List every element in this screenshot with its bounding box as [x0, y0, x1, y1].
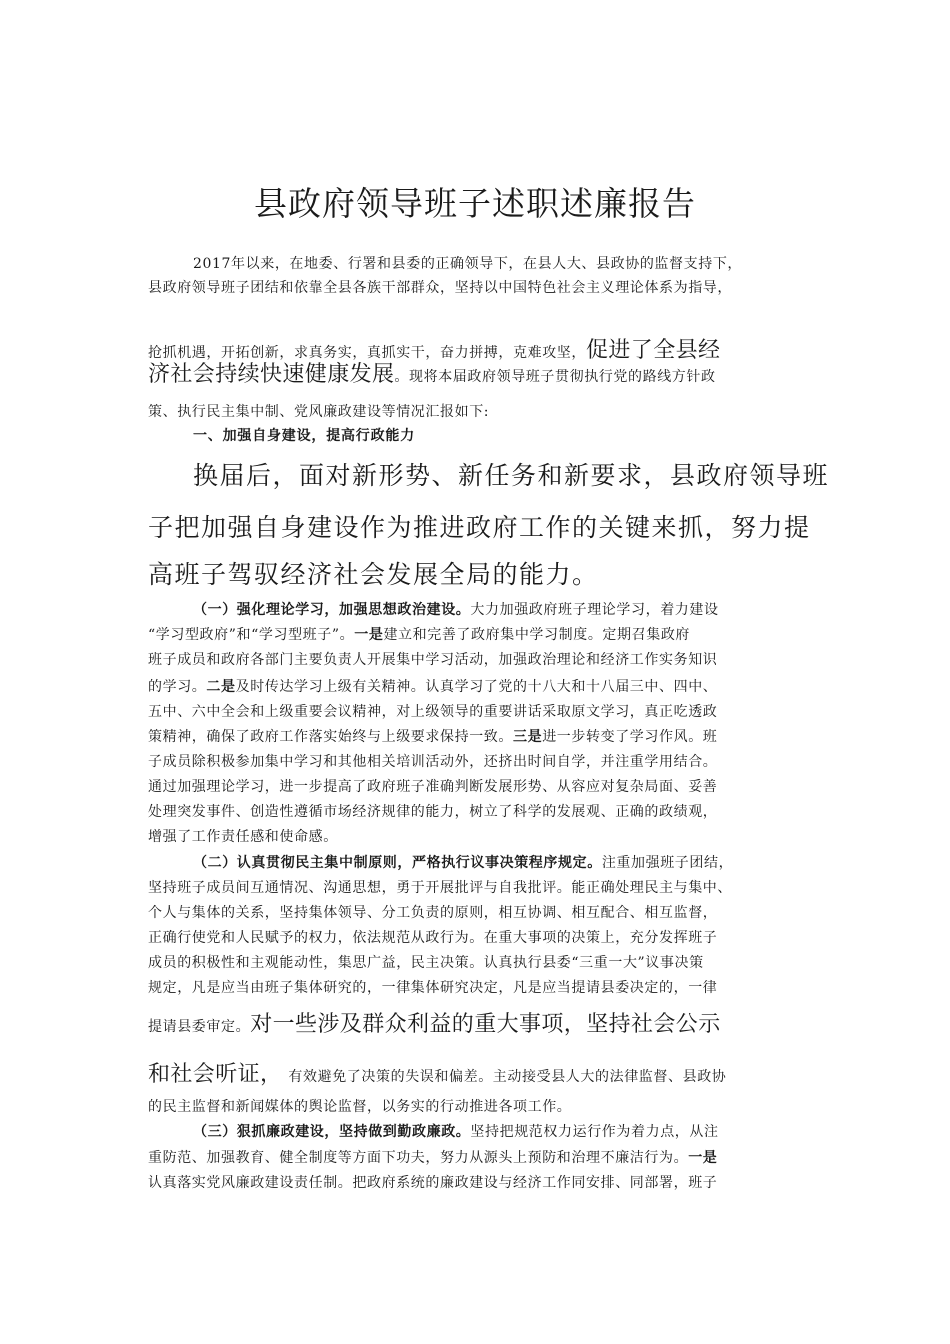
subsection-3-line-1 [193, 1125, 719, 1139]
subsection-3-text: 重防范、加强教育、健全制度等方面下功夫，努力从源头上预防和治理不廉洁行为。 [148, 1150, 689, 1166]
subsection-2-line-8 [148, 1064, 726, 1086]
intro-line-3 [148, 340, 720, 362]
subsection-1-text: 建立和完善了政府集中学习制度。定期召集政府 [383, 627, 691, 643]
subsection-1-line-1 [193, 603, 719, 617]
intro-line-3-large: 促进了全县经 [586, 338, 721, 363]
subsection-1-marker: 三是 [513, 729, 543, 745]
section-1-large-line-3: 高班子驾驭经济社会发展全局的能力。 [148, 560, 599, 589]
subsection-1-marker: 二是 [206, 679, 236, 695]
intro-line-5: 策、执行民主集中制、党风廉政建设等情况汇报如下: [148, 404, 490, 420]
subsection-1-text: 大力加强政府班子理论学习，着力建设 [470, 602, 719, 618]
subsection-1-line-8: 通过加强理论学习，进一步提高了政府班子准确判断发展形势、从容应对复杂局面、妥善 [148, 779, 718, 795]
subsection-2-text: 有效避免了决策的失误和偏差。主动接受县人大的法律监督、县政协 [288, 1069, 727, 1085]
subsection-1-text: 及时传达学习上级有关精神。认真学习了党的十八大和十八届三中、四中、 [235, 679, 718, 695]
subsection-2-line-2: 坚持班子成员间互通情况、沟通思想，勇于开展批评与自我批评。能正确处理民主与集中、 [148, 880, 732, 896]
subsection-3-heading: （三）狠抓廉政建设，坚持做到勤政廉政。 [193, 1124, 471, 1140]
subsection-2-text: 提请县委审定。 [148, 1019, 251, 1035]
subsection-1-line-6 [148, 730, 717, 744]
subsection-2-text: 注重加强班子团结， [601, 855, 734, 871]
subsection-1-text: 的学习。 [148, 679, 207, 695]
subsection-2-line-5: 成员的积极性和主观能动性，集思广益，民主决策。认真执行县委“三重一大”议事决策 [148, 955, 704, 971]
subsection-1-text: 策精神，确保了政府工作落实始终与上级要求保持一致。 [148, 729, 513, 745]
subsection-2-line-3: 个人与集体的关系，坚持集体领导、分工负责的原则，相互协调、相互配合、相互监督， [148, 905, 718, 921]
subsection-1-text: “学习型政府”和“学习型班子”。 [148, 627, 355, 643]
subsection-2-heading: （二）认真贯彻民主集中制原则，严格执行议事决策程序规定。 [193, 855, 602, 871]
subsection-2-line-1 [193, 856, 733, 870]
subsection-1-line-10: 增强了工作责任感和使命感。 [148, 829, 338, 845]
subsection-2-line-7 [148, 1014, 721, 1036]
subsection-1-line-7: 子成员除积极参加集中学习和其他相关培训活动外，还挤出时间自学，并注重学用结合。 [148, 754, 718, 770]
subsection-1-heading: （一）强化理论学习，加强思想政治建设。 [193, 602, 471, 618]
intro-line-1: 2017年以来，在地委、行署和县委的正确领导下，在县人大、县政协的监督支持下， [193, 256, 743, 272]
intro-line-4-large: 济社会持续快速健康发展 [148, 362, 395, 387]
intro-line-4 [148, 364, 716, 386]
subsection-1-line-3: 班子成员和政府各部门主要负责人开展集中学习活动，加强政治理论和经济工作实务知识 [148, 652, 718, 668]
intro-line-3-text: 抢抓机遇，开拓创新，求真务实，真抓实干，奋力拼搏，克难攻坚， [148, 345, 586, 361]
subsection-2-line-9: 的民主监督和新闻媒体的舆论监督，以务实的行动推进各项工作。 [148, 1099, 572, 1115]
subsection-2-large-text: 和社会听证， [148, 1062, 283, 1087]
subsection-1-line-5: 五中、六中全会和上级重要会议精神，对上级领导的重要讲话采取原文学习，真正吃透政 [148, 704, 718, 720]
section-1-heading: 一、加强自身建设，提高行政能力 [193, 428, 415, 444]
subsection-3-marker: 一是 [688, 1150, 718, 1166]
section-1-large-line-2: 子把加强自身建设作为推进政府工作的关键来抓，努力提 [148, 513, 811, 542]
subsection-1-marker: 一是 [354, 627, 384, 643]
document-title: 县政府领导班子述职述廉报告 [254, 184, 696, 223]
section-1-large-line-1: 换届后，面对新形势、新任务和新要求，县政府领导班 [193, 461, 830, 490]
subsection-3-line-2 [148, 1151, 717, 1165]
intro-line-2: 县政府领导班子团结和依靠全县各族干部群众，坚持以中国特色社会主义理论体系为指导， [148, 280, 732, 296]
subsection-1-line-4 [148, 680, 717, 694]
subsection-1-line-9: 处理突发事件、创造性遵循市场经济规律的能力，树立了科学的发展观、正确的政绩观， [148, 804, 718, 820]
subsection-3-text: 坚持把规范权力运行作为着力点，从注 [470, 1124, 719, 1140]
subsection-2-line-4: 正确行使党和人民赋予的权力，依法规范从政行为。在重大事项的决策上，充分发挥班子 [148, 930, 718, 946]
subsection-1-line-2 [148, 628, 690, 642]
subsection-2-line-6: 规定，凡是应当由班子集体研究的，一律集体研究决定，凡是应当提请县委决定的，一律 [148, 980, 718, 996]
subsection-3-line-3: 认真落实党风廉政建设责任制。把政府系统的廉政建设与经济工作同安排、同部署，班子 [148, 1175, 718, 1191]
subsection-2-large-text: 对一些涉及群众利益的重大事项，坚持社会公示 [250, 1012, 721, 1037]
subsection-1-text: 进一步转变了学习作风。班 [542, 729, 718, 745]
intro-line-4-text: 。现将本届政府领导班子贯彻执行党的路线方针政 [394, 369, 716, 385]
